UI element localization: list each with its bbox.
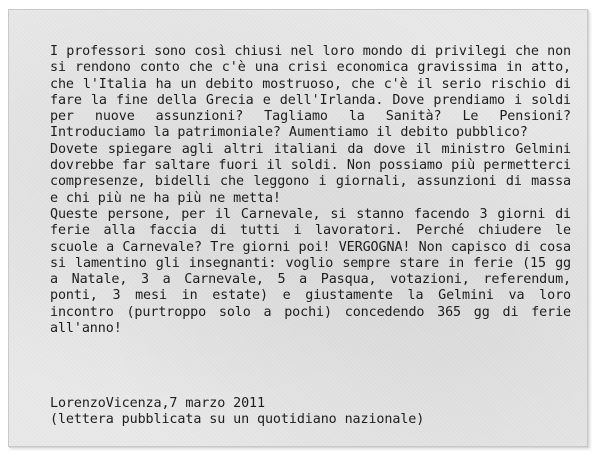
letter-signature-block [50, 396, 571, 429]
letter-paragraph-3: Queste persone, per il Carnevale, si stanno facendo 3 giorni di ferie alla faccia di tutti i lavoratori. Perché chiudere le scuole a Carnevale? Tre giorni poi! VERGOGNA! Non capisco di cosa si lamentino gli insegnanti: voglio sempre stare in ferie (15 gg a Natale, 3 a Carnevale, 5 a Pasqua, votazioni, referendum, ponti, 3 mesi in estate) e giustamente la Gelmini va loro incontro (purtroppo solo a pochi) concedendo 365 gg di ferie all'anno! [50, 206, 571, 337]
letter-paragraph-2: Dovete spiegare agli altri italiani da dove il ministro Gelmini dovrebbe far saltare fuori il soldi. Non possiamo più permetterci compresenze, bidelli che leggono i giornali, assunzioni di massa e chi più ne ha più ne metta! [50, 141, 571, 206]
letter-body [50, 44, 571, 337]
letter-paper [8, 9, 588, 447]
letter-paragraph-1: I professori sono così chiusi nel loro mondo di privilegi che non si rendono conto che c'è una crisi economica gravissima in atto, che l'Italia ha un debito mostruoso, che c'è il serio rischio di fare la fine della Grecia e dell'Irlanda. Dove prendiamo i soldi per nuove assunzioni? Tagliamo la Sanità? Le Pensioni? Introduciamo la patrimoniale? Aumentiamo il debito pubblico? [50, 44, 571, 141]
letter-signature: LorenzoVicenza,7 marzo 2011 [50, 396, 265, 411]
letter-source-note: (lettera pubblicata su un quotidiano nazionale) [50, 412, 425, 428]
